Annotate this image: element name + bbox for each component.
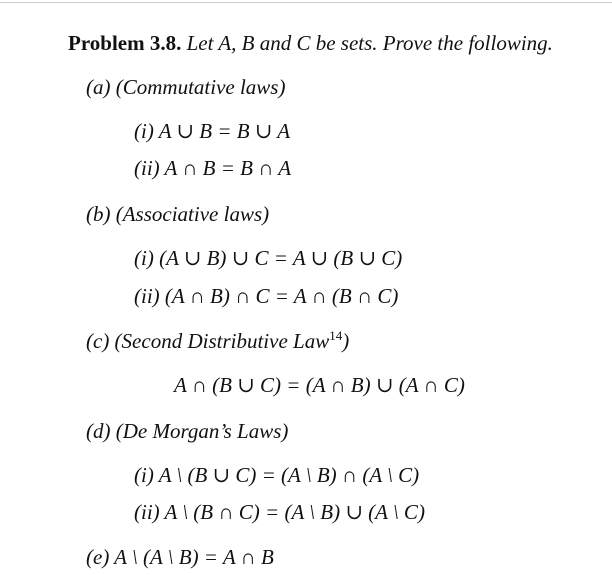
part-a-heading: (a) (Commutative laws) <box>86 75 286 99</box>
part-b-i: (i) (A ∪ B) ∪ C = A ∪ (B ∪ C) <box>134 246 403 270</box>
part-c-equation: A ∩ (B ∪ C) = (A ∩ B) ∪ (A ∩ C) <box>174 373 465 397</box>
part-d-ii: (ii) A \ (B ∩ C) = (A \ B) ∪ (A \ C) <box>134 500 425 524</box>
part-c-heading-close: ) <box>342 329 350 353</box>
part-d-heading: (d) (De Morgan’s Laws) <box>86 419 289 443</box>
part-a-ii: (ii) A ∩ B = B ∩ A <box>134 156 292 180</box>
problem-statement: Let A, B and C be sets. Prove the following. <box>186 31 553 55</box>
top-rule <box>0 2 612 3</box>
part-b-heading: (b) (Associative laws) <box>86 202 270 226</box>
part-e-equation: (e) A \ (A \ B) = A ∩ B <box>86 545 274 569</box>
part-d-i: (i) A \ (B ∪ C) = (A \ B) ∩ (A \ C) <box>134 463 420 487</box>
footnote-marker: 14 <box>329 328 343 343</box>
part-a-i: (i) A ∪ B = B ∪ A <box>134 119 291 143</box>
part-b-ii: (ii) (A ∩ B) ∩ C = A ∩ (B ∩ C) <box>134 284 399 308</box>
problem-header <box>68 30 553 56</box>
part-c-heading-text: (c) (Second Distributive Law <box>86 329 330 353</box>
problem-label: Problem 3.8. <box>68 31 182 55</box>
part-c-heading <box>86 328 349 354</box>
